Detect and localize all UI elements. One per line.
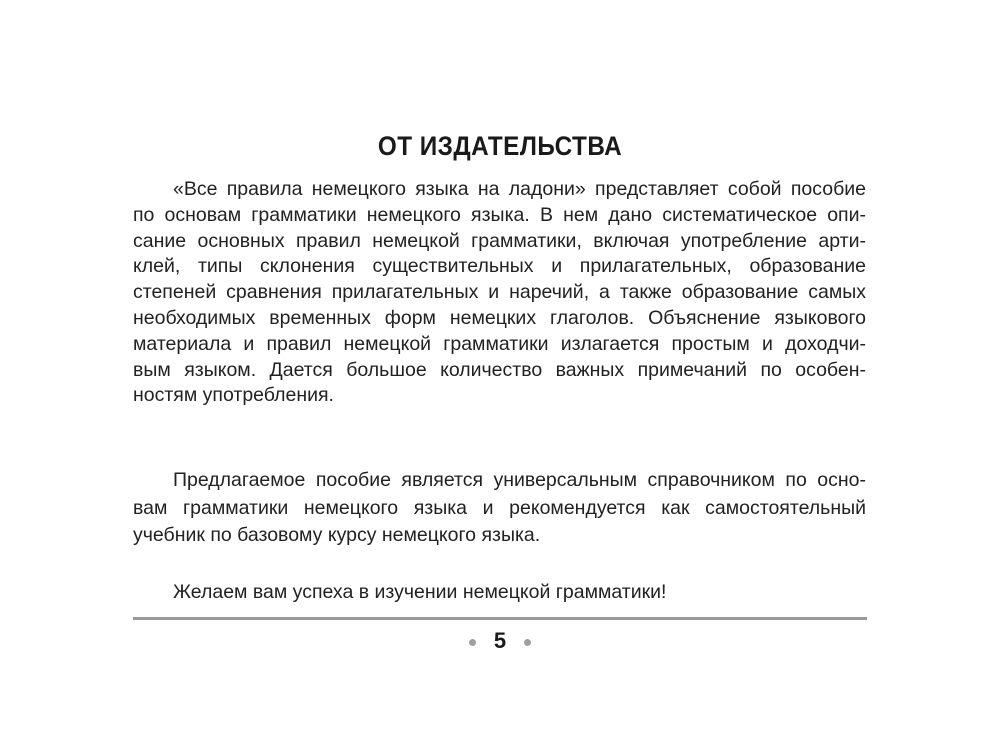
page-footer — [0, 628, 1000, 654]
text-line: «Все правила немецкого языка на ладони» представляет собой пособие — [173, 178, 866, 200]
text-line: вым языком. Дается большое количество важных примечаний по особен- — [133, 358, 866, 381]
text-line: учебник по базовому курсу немецкого языка. — [133, 524, 541, 546]
text-line: Желаем вам успеха в изучении немецкой грамматики! — [173, 581, 667, 603]
text-line: материала и правил немецкой грамматики излагается простым и доходчи- — [133, 332, 866, 355]
paragraph-purpose — [133, 467, 866, 550]
paragraph-wish — [133, 579, 866, 606]
text-line: по основам грамматики немецкого языка. В нем дано систематическое опи- — [133, 203, 866, 226]
paragraph-intro — [133, 177, 866, 409]
bullet-dot-icon — [469, 639, 476, 646]
bullet-dot-icon — [524, 639, 531, 646]
text-line: Предлагаемое пособие является универсальным справочником по осно- — [173, 469, 866, 491]
page-title: ОТ ИЗДАТЕЛЬСТВА — [377, 131, 623, 161]
page-number: 5 — [493, 628, 507, 653]
text-line: вам грамматики немецкого языка и рекомендуется как самостоятельный — [133, 496, 866, 519]
text-line: клей, типы склонения существительных и прилагательных, образование — [133, 255, 866, 278]
text-line: степеней сравнения прилагательных и наречий, а также образование самых — [133, 281, 866, 304]
text-line: ностям употребления. — [133, 384, 334, 407]
text-line: необходимых временных форм немецких глаголов. Объяснение языкового — [133, 306, 866, 329]
footer-divider — [133, 617, 867, 620]
text-line: сание основных правил немецкой грамматики, включая употребление арти- — [133, 229, 866, 252]
